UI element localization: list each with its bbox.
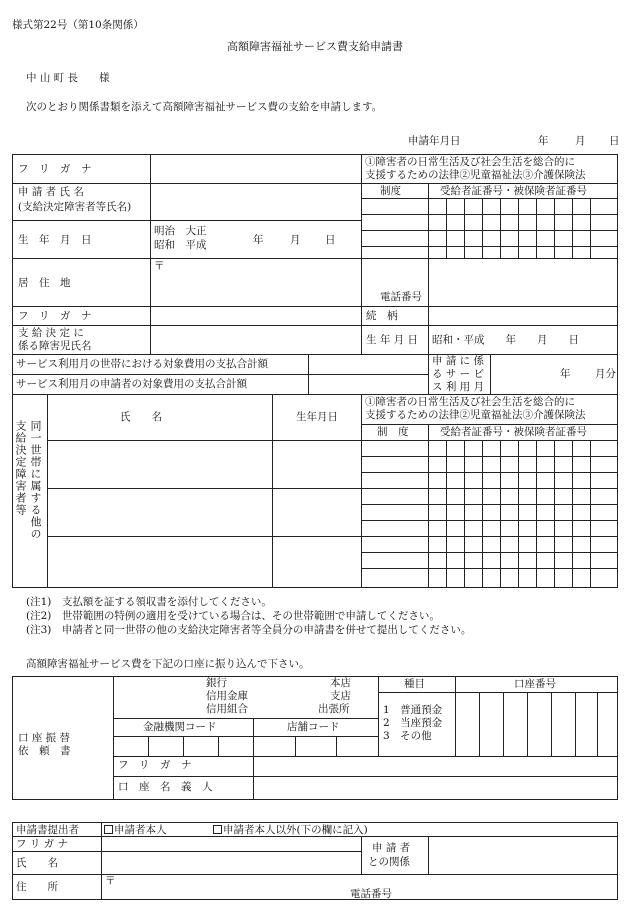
date-month: 月 xyxy=(575,135,586,147)
era-options-1[interactable]: 明治 大正 xyxy=(154,225,207,237)
household-law-note-1: ①障害者の日常生活及び社会生活を総合的に xyxy=(365,396,575,408)
address-label: 居 住 地 xyxy=(18,277,71,289)
phone-label: 電話番号 xyxy=(380,291,422,303)
branch-type-2: 支店 xyxy=(330,690,351,702)
household-total-input[interactable] xyxy=(309,355,427,373)
note-2: (注2) 世帯範囲の特例の適用を受けている場合は、その世帯範囲で申請してください。 xyxy=(26,610,440,622)
service-month-label-1: 申 請 に 係 xyxy=(432,355,485,367)
child-birth-label: 生 年 月 日 xyxy=(366,334,419,346)
date-label: 申請年月日 xyxy=(408,135,461,147)
era-options-2[interactable]: 昭和 平成 xyxy=(154,239,207,251)
system-input[interactable] xyxy=(362,199,427,257)
date-year: 年 xyxy=(538,135,549,147)
submitter-option-other[interactable] xyxy=(213,825,368,836)
submitter-option-self[interactable] xyxy=(104,825,167,836)
account-furigana-label: フ リ ガ ナ xyxy=(118,759,192,771)
postal-mark: 〒 xyxy=(154,260,165,272)
submitter-postal-mark: 〒 xyxy=(105,875,116,887)
birth-year: 年 xyxy=(253,234,264,246)
birth-month: 月 xyxy=(290,234,301,246)
addressee: 中 山 町 長 様 xyxy=(26,72,110,84)
submitter-label: 申請書提出者 xyxy=(16,824,79,836)
date-day: 日 xyxy=(609,135,620,147)
account-label: 口座番号 xyxy=(514,678,556,690)
submitter-relation-input[interactable] xyxy=(429,837,617,873)
service-month: 月分 xyxy=(595,368,616,380)
child-name-input[interactable] xyxy=(151,326,360,353)
bank-intro: 高額障害福祉サービス費を下記の口座に振り込んで下さい。 xyxy=(26,658,310,670)
kind-option-2[interactable]: 2 当座預金 xyxy=(383,717,443,729)
note-1: (注1) 支払額を証する領収書を添付してください。 xyxy=(26,596,272,608)
submitter-option-other-label: 申請者本人以外(下の欄に記入) xyxy=(223,824,368,836)
bank-side-label-1: 口 座 振 替 xyxy=(18,732,71,744)
submitter-relation-label-2: との関係 xyxy=(368,856,410,868)
form-number: 様式第22号（第10条関係） xyxy=(12,19,144,31)
branch-code-label: 店舗コード xyxy=(287,721,340,733)
household-side-label: 同一世帯に属する他の xyxy=(29,420,42,540)
branch-type-3: 出張所 xyxy=(318,703,350,715)
note-3: (注3) 申請者と同一世帯の他の支給決定障害者等全員分の申請書を併せて提出してください。 xyxy=(26,624,472,636)
child-furigana-label: フ リ ガ ナ xyxy=(18,310,92,322)
law-note-1: ①障害者の日常生活及び社会生活を総合的に xyxy=(365,156,575,168)
account-furigana-input[interactable] xyxy=(254,757,617,775)
submitter-phone-label: 電話番号 xyxy=(350,888,392,900)
relation-input[interactable] xyxy=(429,307,617,324)
relation-label: 続 柄 xyxy=(366,310,398,322)
bank-side-label-2: 依 頼 書 xyxy=(18,745,71,757)
household-name-input-1[interactable] xyxy=(48,441,271,487)
household-name-input-2[interactable] xyxy=(48,489,271,535)
household-side-label-2: 支給決定障害者等 xyxy=(14,420,27,516)
account-holder-input[interactable] xyxy=(254,777,617,799)
submitter-furigana-input[interactable] xyxy=(102,837,360,850)
household-cert-label: 受給者証番号・被保険者証番号 xyxy=(440,426,587,438)
bank-type-2: 信用金庫 xyxy=(206,690,248,702)
checkbox-other-icon[interactable] xyxy=(213,825,222,834)
applicant-total-label: サービス利用月の申請者の対象費用の支払合計額 xyxy=(16,378,247,390)
child-name-sublabel: 係る障害児氏名 xyxy=(18,340,92,352)
service-month-label-2: る サ ー ビ xyxy=(432,368,485,380)
applicant-name-input[interactable] xyxy=(151,184,360,219)
bank-type-1: 銀行 xyxy=(206,677,227,689)
submitter-address-label: 住 所 xyxy=(16,881,58,893)
bank-type-3: 信用組合 xyxy=(206,703,248,715)
kind-option-1[interactable]: 1 普通預金 xyxy=(383,704,443,716)
law-note-2: 支援するための法律②児童福祉法③介護保険法 xyxy=(365,169,586,181)
kind-label: 種目 xyxy=(404,678,425,690)
household-birth-label: 生年月日 xyxy=(296,411,338,423)
household-system-label: 制 度 xyxy=(377,426,409,438)
applicant-name-sublabel: (支給決定障害者等氏名) xyxy=(18,201,132,213)
checkbox-self-icon[interactable] xyxy=(104,825,113,834)
submitter-furigana-label: フ リ ガ ナ xyxy=(16,838,69,850)
household-total-label: サービス利用月の世帯における対象費用の支払合計額 xyxy=(16,358,268,370)
household-law-note-2: 支援するための法律②児童福祉法③介護保険法 xyxy=(365,409,586,421)
submitter-relation-label-1: 申 請 者 xyxy=(372,842,411,854)
intro-text: 次のとおり関係書類を添えて高額障害福祉サービス費の支給を申請します。 xyxy=(26,101,383,113)
service-year: 年 xyxy=(560,368,571,380)
system-label: 制度 xyxy=(380,185,401,197)
furigana-input[interactable] xyxy=(151,155,360,182)
account-holder-label: 口 座 名 義 人 xyxy=(118,781,213,793)
child-name-label: 支 給 決 定 に xyxy=(18,327,84,339)
applicant-total-input[interactable] xyxy=(309,375,427,393)
submitter-option-self-label: 申請者本人 xyxy=(114,824,167,836)
birth-label: 生 年 月 日 xyxy=(18,234,92,246)
birth-day: 日 xyxy=(325,234,336,246)
furigana-label: フ リ ガ ナ xyxy=(18,163,92,175)
kind-option-3[interactable]: 3 その他 xyxy=(383,730,432,742)
cert-label: 受給者証番号・被保険者証番号 xyxy=(440,185,587,197)
applicant-name-label: 申 請 者 氏 名 xyxy=(18,186,84,198)
household-name-label: 氏 名 xyxy=(120,411,162,423)
child-birth-value: 昭和・平成 年 月 日 xyxy=(432,334,579,346)
submitter-name-label: 氏 名 xyxy=(16,857,58,869)
service-month-label-3: ス 利 用 月 xyxy=(432,381,485,393)
bank-code-label: 金融機関コード xyxy=(143,721,217,733)
form-title: 高額障害福祉サービス費支給申請書 xyxy=(227,40,403,53)
branch-type-1: 本店 xyxy=(330,677,351,689)
submitter-name-input[interactable] xyxy=(102,852,360,873)
household-name-input-3[interactable] xyxy=(48,537,271,587)
